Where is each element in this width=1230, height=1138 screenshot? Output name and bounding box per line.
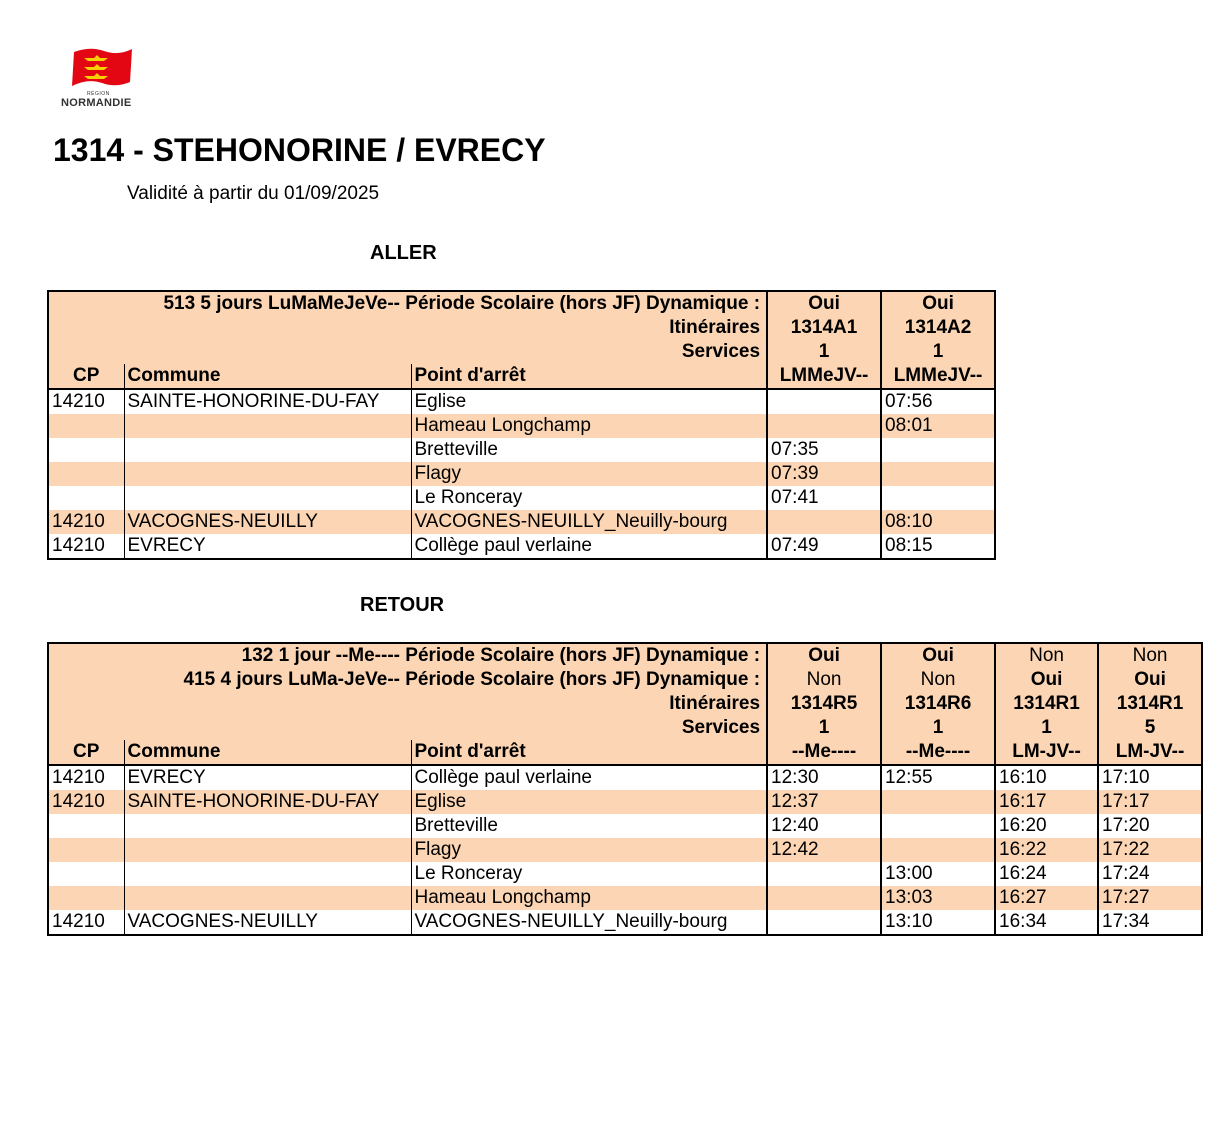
cell-cp: 14210 [48,765,124,790]
cell-arret: VACOGNES-NEUILLY_Neuilly-bourg [411,510,767,534]
period-value: Non [995,643,1098,668]
cell-cp: 14210 [48,910,124,935]
service-number: 5 [1098,716,1202,740]
cell-commune [124,486,411,510]
aller-timetable [47,290,996,560]
cell-commune: VACOGNES-NEUILLY [124,510,411,534]
cell-time: 16:10 [995,765,1098,790]
column-header-cp: CP [48,364,124,389]
table-row [48,534,995,559]
cell-commune: EVRECY [124,765,411,790]
services-label: Services [48,340,767,364]
column-header-cp: CP [48,740,124,765]
cell-time: 17:27 [1098,886,1202,910]
itineraire-code: 1314R1 [1098,692,1202,716]
aller-heading: ALLER [370,242,437,264]
cell-time [767,414,881,438]
cell-cp [48,862,124,886]
cell-time: 12:30 [767,765,881,790]
period-row [48,643,1202,668]
cell-cp [48,838,124,862]
page-title: 1314 - STEHONORINE / EVRECY [53,132,546,168]
cell-time: 12:37 [767,790,881,814]
cell-arret: Hameau Longchamp [411,886,767,910]
cell-commune [124,462,411,486]
region-normandie-logo [60,46,144,112]
cell-time: 13:00 [881,862,995,886]
cell-time: 13:10 [881,910,995,935]
cell-cp: 14210 [48,389,124,414]
service-number: 1 [881,340,995,364]
cell-time: 16:34 [995,910,1098,935]
cell-cp [48,486,124,510]
cell-time [881,838,995,862]
cell-time [767,862,881,886]
cell-cp [48,886,124,910]
cell-commune [124,838,411,862]
column-header-commune: Commune [124,364,411,389]
services-row [48,340,995,364]
table-row [48,462,995,486]
cell-time: 07:41 [767,486,881,510]
column-header-days: --Me---- [767,740,881,765]
cell-arret: Collège paul verlaine [411,534,767,559]
period-value: Oui [881,643,995,668]
cell-arret: Eglise [411,790,767,814]
normandie-flag-icon [70,46,134,90]
itineraire-code: 1314A2 [881,316,995,340]
cell-cp: 14210 [48,790,124,814]
itineraire-code: 1314R5 [767,692,881,716]
cell-time: 16:20 [995,814,1098,838]
cell-commune: SAINTE-HONORINE-DU-FAY [124,790,411,814]
cell-time: 16:24 [995,862,1098,886]
cell-time [767,389,881,414]
cell-arret: Le Ronceray [411,862,767,886]
cell-cp [48,814,124,838]
cell-arret: Le Ronceray [411,486,767,510]
period-label: 132 1 jour --Me---- Période Scolaire (hors JF) Dynamique : [48,643,767,668]
table-row [48,814,1202,838]
cell-cp [48,438,124,462]
column-header-arret: Point d'arrêt [411,740,767,765]
cell-cp: 14210 [48,510,124,534]
period-value: Non [881,668,995,692]
table-row [48,414,995,438]
cell-time: 08:15 [881,534,995,559]
table-row [48,510,995,534]
period-value: Non [767,668,881,692]
service-number: 1 [995,716,1098,740]
cell-time: 08:10 [881,510,995,534]
itineraire-code: 1314R6 [881,692,995,716]
cell-time: 07:49 [767,534,881,559]
table-row [48,886,1202,910]
cell-time: 17:24 [1098,862,1202,886]
cell-time [881,814,995,838]
cell-time: 17:17 [1098,790,1202,814]
cell-time: 12:55 [881,765,995,790]
period-label: 415 4 jours LuMa-JeVe-- Période Scolaire (hors JF) Dynamique : [48,668,767,692]
cell-cp [48,462,124,486]
column-header-row [48,740,1202,765]
logo-name-text: NORMANDIE [61,97,132,109]
table-row [48,838,1202,862]
cell-commune: VACOGNES-NEUILLY [124,910,411,935]
column-header-days: LMMeJV-- [881,364,995,389]
service-number: 1 [881,716,995,740]
period-value: Oui [995,668,1098,692]
itineraires-label: Itinéraires [48,316,767,340]
cell-time [881,486,995,510]
cell-commune [124,414,411,438]
cell-time: 16:27 [995,886,1098,910]
cell-cp: 14210 [48,534,124,559]
cell-commune [124,814,411,838]
itineraire-code: 1314A1 [767,316,881,340]
cell-arret: Collège paul verlaine [411,765,767,790]
service-number: 1 [767,716,881,740]
column-header-days: LMMeJV-- [767,364,881,389]
column-header-commune: Commune [124,740,411,765]
cell-arret: Bretteville [411,438,767,462]
period-label: 513 5 jours LuMaMeJeVe-- Période Scolaire (hors JF) Dynamique : [48,291,767,316]
services-label: Services [48,716,767,740]
cell-commune [124,886,411,910]
table-row [48,486,995,510]
cell-time: 13:03 [881,886,995,910]
cell-time [881,790,995,814]
cell-cp [48,414,124,438]
cell-time: 16:22 [995,838,1098,862]
period-value: Non [1098,643,1202,668]
cell-time: 07:39 [767,462,881,486]
period-row [48,291,995,316]
period-row [48,668,1202,692]
cell-time: 07:56 [881,389,995,414]
cell-time [881,438,995,462]
cell-time [767,910,881,935]
itineraires-row [48,692,1202,716]
cell-time [767,886,881,910]
logo-region-text: RÉGION [87,91,110,97]
retour-heading: RETOUR [360,594,445,616]
cell-arret: Bretteville [411,814,767,838]
cell-time: 17:10 [1098,765,1202,790]
period-value: Oui [881,291,995,316]
cell-time: 07:35 [767,438,881,462]
table-row [48,862,1202,886]
column-header-arret: Point d'arrêt [411,364,767,389]
period-value: Oui [767,291,881,316]
cell-time: 12:42 [767,838,881,862]
column-header-row [48,364,995,389]
table-row [48,438,995,462]
cell-time: 08:01 [881,414,995,438]
cell-commune: EVRECY [124,534,411,559]
service-number: 1 [767,340,881,364]
column-header-days: LM-JV-- [995,740,1098,765]
cell-arret: Hameau Longchamp [411,414,767,438]
period-value: Oui [767,643,881,668]
period-value: Oui [1098,668,1202,692]
table-row [48,910,1202,935]
cell-time [881,462,995,486]
cell-time: 17:20 [1098,814,1202,838]
table-row [48,765,1202,790]
table-row [48,790,1202,814]
services-row [48,716,1202,740]
cell-commune [124,438,411,462]
cell-time: 16:17 [995,790,1098,814]
cell-arret: Flagy [411,838,767,862]
cell-arret: Flagy [411,462,767,486]
cell-commune: SAINTE-HONORINE-DU-FAY [124,389,411,414]
cell-time: 17:34 [1098,910,1202,935]
cell-commune [124,862,411,886]
table-row [48,389,995,414]
cell-time: 12:40 [767,814,881,838]
column-header-days: LM-JV-- [1098,740,1202,765]
validity-date: Validité à partir du 01/09/2025 [127,183,380,204]
column-header-days: --Me---- [881,740,995,765]
cell-time: 17:22 [1098,838,1202,862]
cell-arret: Eglise [411,389,767,414]
cell-time [767,510,881,534]
retour-timetable [47,642,1203,936]
cell-arret: VACOGNES-NEUILLY_Neuilly-bourg [411,910,767,935]
itineraires-row [48,316,995,340]
itineraires-label: Itinéraires [48,692,767,716]
itineraire-code: 1314R1 [995,692,1098,716]
